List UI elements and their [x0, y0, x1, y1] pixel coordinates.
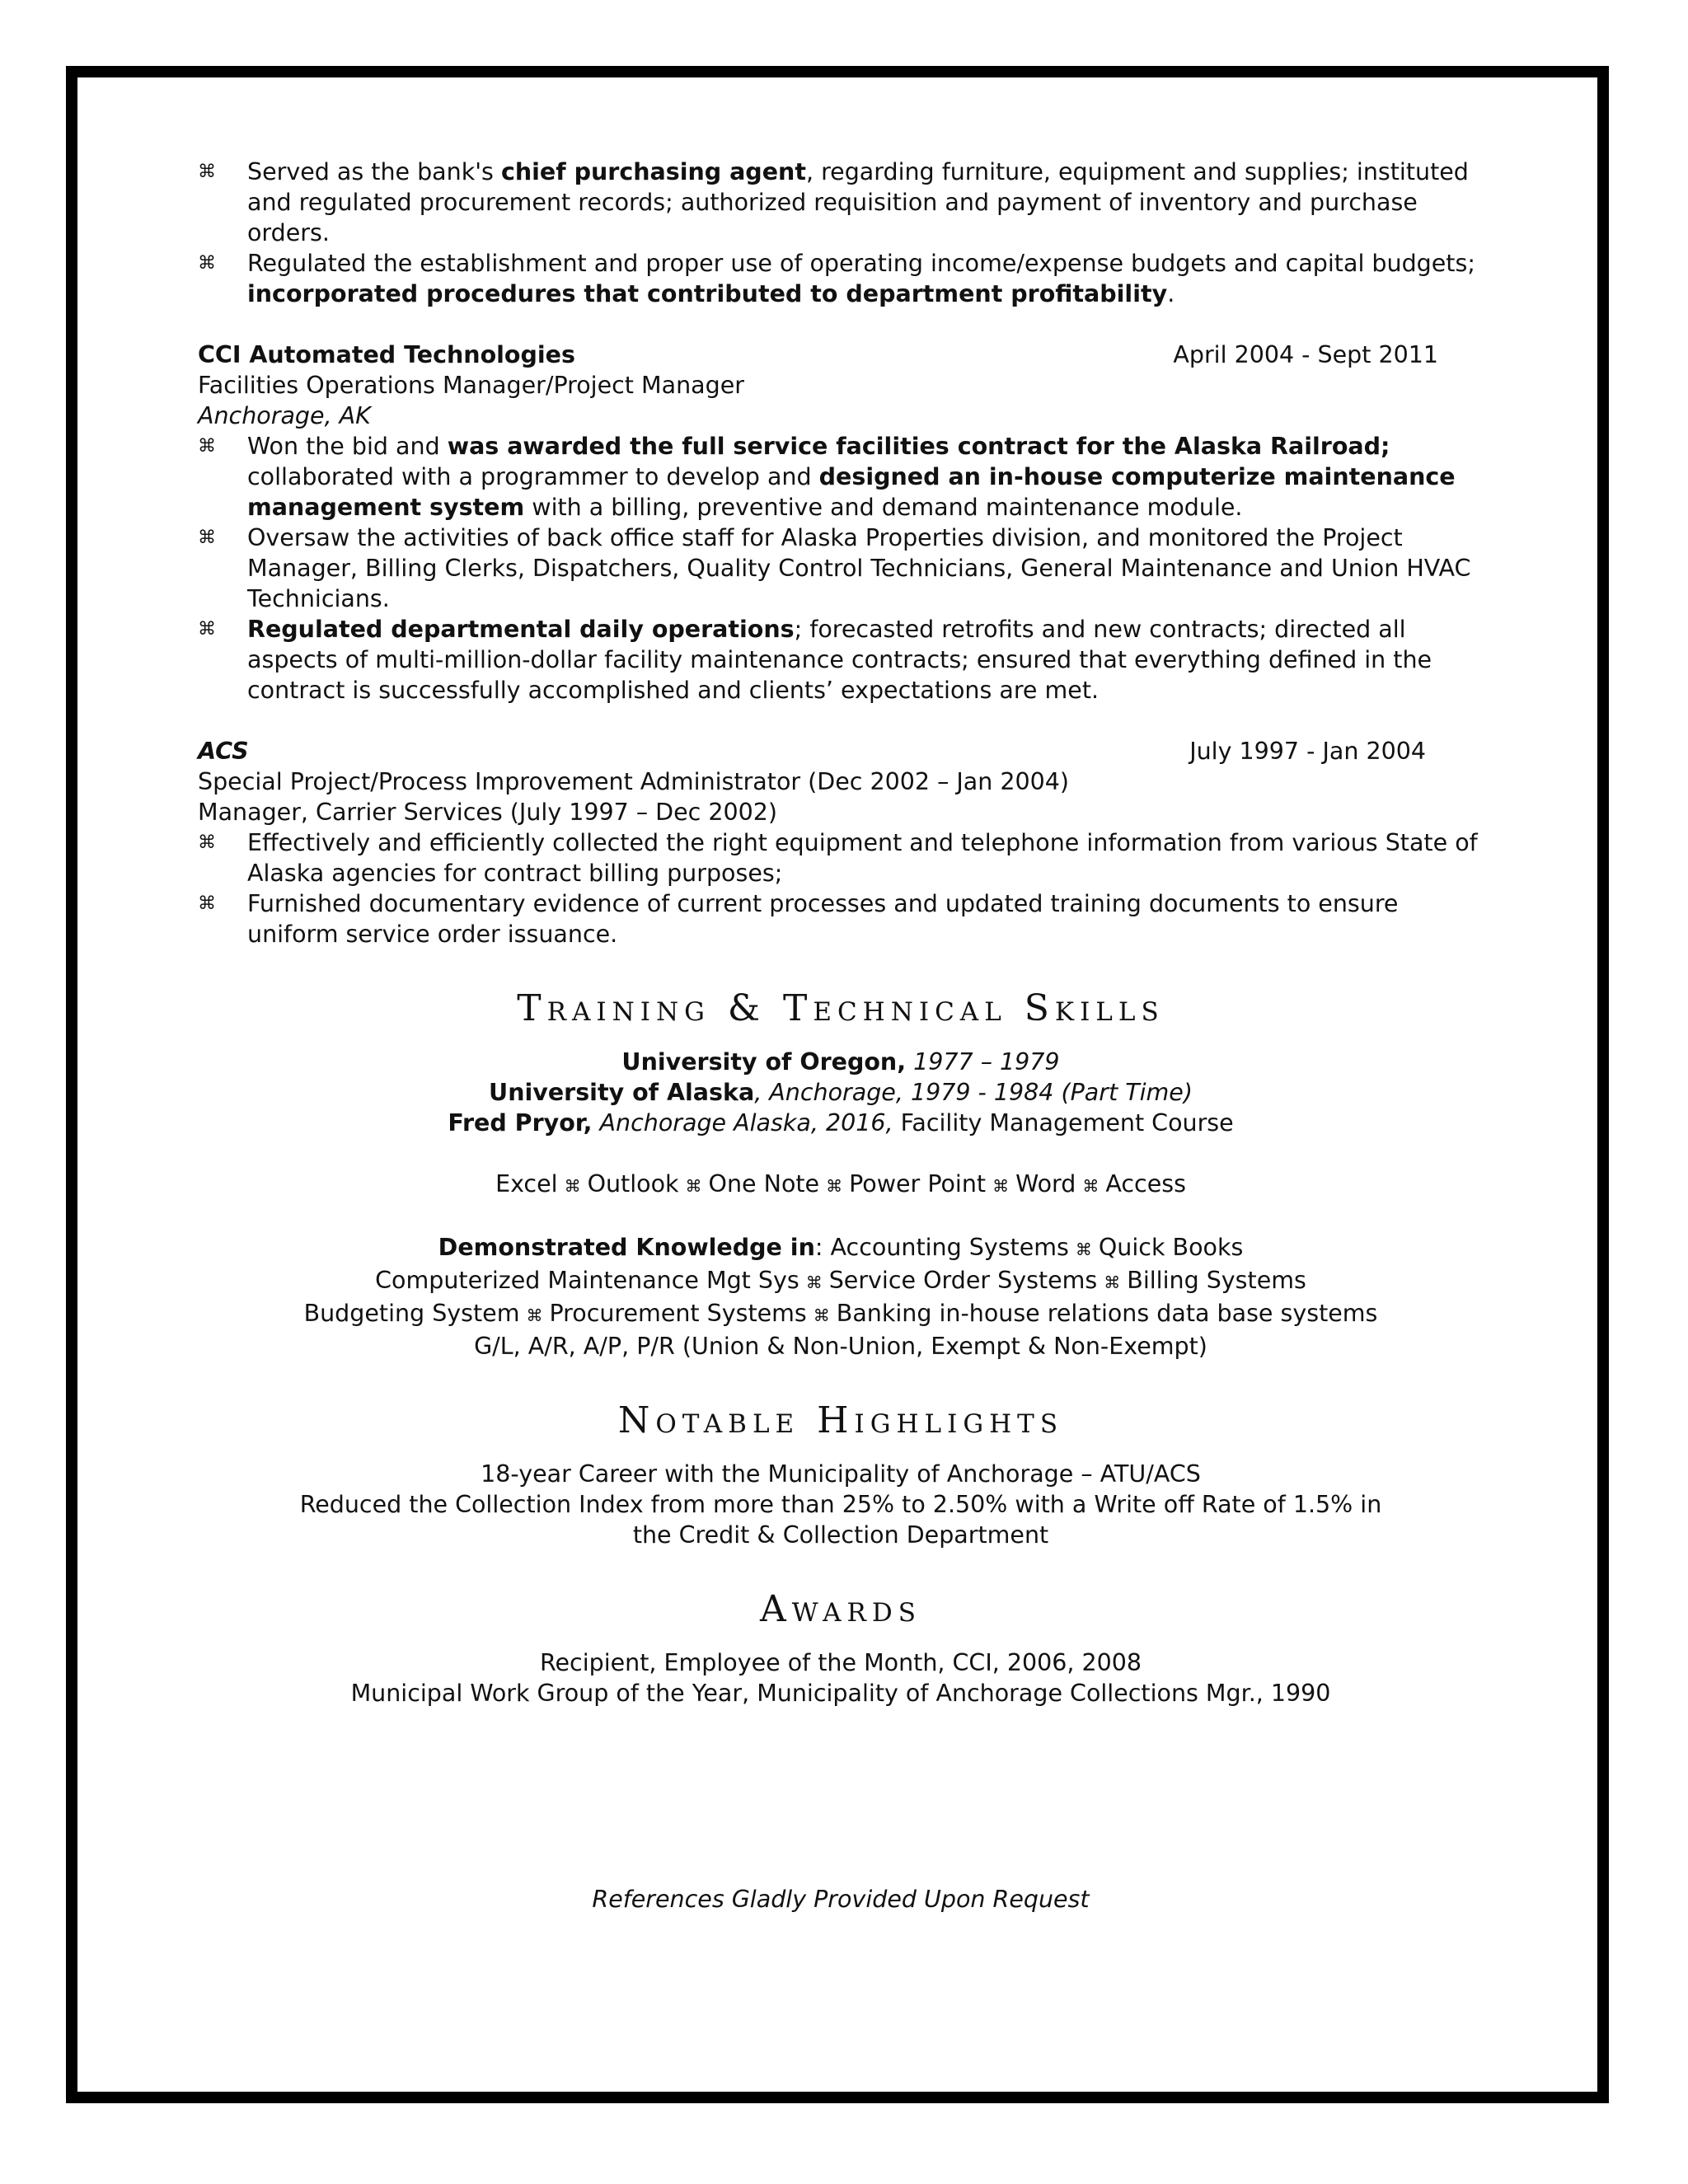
bullet-icon: ⌘ — [198, 619, 216, 640]
bullet-emphasis: Regulated departmental daily operations — [247, 616, 795, 643]
separator-icon: ⌘ — [813, 1305, 830, 1325]
knowledge-line — [198, 1265, 1484, 1298]
course-name: Facility Management Course — [893, 1109, 1234, 1137]
award-line: Recipient, Employee of the Month, CCI, 2006, 2008 — [539, 1649, 1142, 1676]
bullet-text: with a billing, preventive and demand maintenance module. — [524, 494, 1243, 521]
knowledge-line — [198, 1298, 1484, 1331]
list-item — [198, 827, 1484, 888]
bullet-text: Regulated the establishment and proper use of operating income/expense budgets and capital budgets; — [247, 250, 1475, 277]
bullet-icon: ⌘ — [198, 253, 216, 274]
list-item — [198, 888, 1484, 949]
bullet-icon: ⌘ — [198, 436, 216, 457]
list-item — [198, 614, 1484, 705]
school-name: Fred Pryor, — [448, 1109, 593, 1137]
references-note: References Gladly Provided Upon Request — [592, 1886, 1090, 1913]
school-detail: 1977 – 1979 — [906, 1048, 1060, 1076]
separator-icon: ⌘ — [1104, 1272, 1121, 1292]
school-detail: , Anchorage, 1979 - 1984 (Part Time) — [754, 1079, 1193, 1106]
skill-item: Access — [1105, 1170, 1186, 1197]
bullet-text: Furnished documentary evidence of current processes and updated training documents to ensure uniform service order issuance. — [247, 890, 1399, 948]
resume-body — [198, 157, 1484, 1708]
school-detail: Anchorage Alaska, 2016, — [592, 1109, 893, 1137]
awards-block — [198, 1647, 1484, 1708]
separator-icon: ⌘ — [685, 1176, 702, 1196]
separator-icon: ⌘ — [1082, 1176, 1100, 1196]
section-title-awards: Awards — [760, 1588, 921, 1630]
skill-item: Budgeting System — [303, 1300, 520, 1327]
job-cci — [198, 340, 1484, 705]
list-item — [198, 523, 1484, 614]
school-name: University of Oregon, — [621, 1048, 907, 1076]
separator-icon: ⌘ — [1075, 1240, 1092, 1259]
intro-bullet-list — [198, 157, 1484, 309]
highlights-block — [198, 1459, 1484, 1550]
skill-item: Procurement Systems — [549, 1300, 807, 1327]
job-header — [198, 340, 1438, 370]
job-header — [198, 736, 1426, 766]
knowledge-label: Demonstrated Knowledge in — [438, 1234, 815, 1261]
company-name: ACS — [198, 738, 249, 765]
section-title-training: Training & Technical Skills — [517, 987, 1165, 1029]
skill-item: Word — [1015, 1170, 1076, 1197]
separator-icon: ⌘ — [564, 1176, 581, 1196]
list-item — [198, 248, 1484, 309]
bullet-icon: ⌘ — [198, 832, 216, 853]
list-item — [198, 431, 1484, 523]
education-list — [198, 1047, 1484, 1138]
education-entry — [198, 1108, 1484, 1138]
bullet-text: . — [1167, 280, 1175, 307]
education-entry — [198, 1077, 1484, 1108]
skill-item: Excel — [495, 1170, 558, 1197]
skill-item: Outlook — [587, 1170, 679, 1197]
education-entry — [198, 1047, 1484, 1077]
skill-item: Power Point — [849, 1170, 987, 1197]
highlight-line: Reduced the Collection Index from more than 25% to 2.50% with a Write off Rate of 1.5% in — [299, 1491, 1382, 1518]
bullet-emphasis: incorporated procedures that contributed to department profitability — [247, 280, 1168, 307]
bullet-text: Served as the bank's — [247, 158, 501, 185]
job-bullet-list — [198, 431, 1484, 705]
list-item — [198, 157, 1484, 248]
bullet-text: Won the bid and — [247, 433, 448, 460]
job-title: Manager, Carrier Services (July 1997 – Dec 2002) — [198, 799, 777, 826]
separator-icon: ⌘ — [992, 1176, 1010, 1196]
award-line: Municipal Work Group of the Year, Municipality of Anchorage Collections Mgr., 1990 — [350, 1680, 1331, 1707]
school-name: University of Alaska — [489, 1079, 755, 1106]
separator-icon: ⌘ — [826, 1176, 843, 1196]
knowledge-block — [198, 1232, 1484, 1361]
job-dates: July 1997 - Jan 2004 — [1189, 738, 1426, 765]
bullet-emphasis: was awarded the full service facilities contract for the Alaska Railroad; — [447, 433, 1390, 460]
skill-item: Banking in-house relations data base systems — [836, 1300, 1378, 1327]
company-name: CCI Automated Technologies — [198, 341, 575, 368]
skill-item: Quick Books — [1098, 1234, 1244, 1261]
highlight-line: 18-year Career with the Municipality of Anchorage – ATU/ACS — [481, 1460, 1201, 1488]
skill-item: Accounting Systems — [830, 1234, 1069, 1261]
job-acs — [198, 736, 1484, 949]
skill-item: Computerized Maintenance Mgt Sys — [375, 1267, 799, 1294]
knowledge-line: G/L, A/R, A/P, P/R (Union & Non-Union, Exempt & Non-Exempt) — [474, 1333, 1207, 1360]
bullet-text: collaborated with a programmer to develop and — [247, 463, 819, 490]
knowledge-line: Demonstrated Knowledge in: Accounting Systems ⌘ Quick Books — [438, 1234, 1244, 1261]
skill-item: One Note — [708, 1170, 820, 1197]
bullet-text: Effectively and efficiently collected the right equipment and telephone information from various State of Alaska agencies for contract billing purposes; — [247, 829, 1478, 887]
job-location: Anchorage, AK — [198, 402, 371, 429]
separator-icon: ⌘ — [526, 1305, 543, 1325]
skill-item: Service Order Systems — [828, 1267, 1098, 1294]
bullet-text: Oversaw the activities of back office staff for Alaska Properties division, and monitored the Project Manager, Billing Clerks, Dispatchers, Quality Control Technicians, General Maintenance and Union HVAC Technicians. — [247, 524, 1471, 612]
skill-item: Billing Systems — [1127, 1267, 1306, 1294]
bullet-emphasis: chief purchasing agent — [500, 158, 806, 185]
bullet-icon: ⌘ — [198, 527, 216, 548]
job-title: Facilities Operations Manager/Project Manager — [198, 372, 744, 399]
job-bullet-list — [198, 827, 1484, 949]
bullet-text: ; forecasted retrofits and new contracts; directed all aspects of multi-million-dollar facility maintenance contracts; ensured that everything defined in the contract is successfully accomplished and clients’ expectations are met. — [247, 616, 1432, 704]
bullet-text: , regarding furniture, equipment and supplies; instituted and regulated procurement records; authorized requisition and payment of inventory and purchase orders. — [247, 158, 1469, 246]
job-title: Special Project/Process Improvement Administrator (Dec 2002 – Jan 2004) — [198, 768, 1070, 795]
highlight-line: the Credit & Collection Department — [632, 1521, 1049, 1549]
job-dates: April 2004 - Sept 2011 — [1173, 341, 1438, 368]
software-skills — [198, 1169, 1484, 1202]
section-title-highlights: Notable Highlights — [617, 1399, 1064, 1441]
separator-icon: ⌘ — [805, 1272, 823, 1292]
bullet-emphasis: designed an in-house computerize maintenance management system — [247, 463, 1456, 521]
bullet-icon: ⌘ — [198, 162, 216, 182]
bullet-icon: ⌘ — [198, 893, 216, 914]
